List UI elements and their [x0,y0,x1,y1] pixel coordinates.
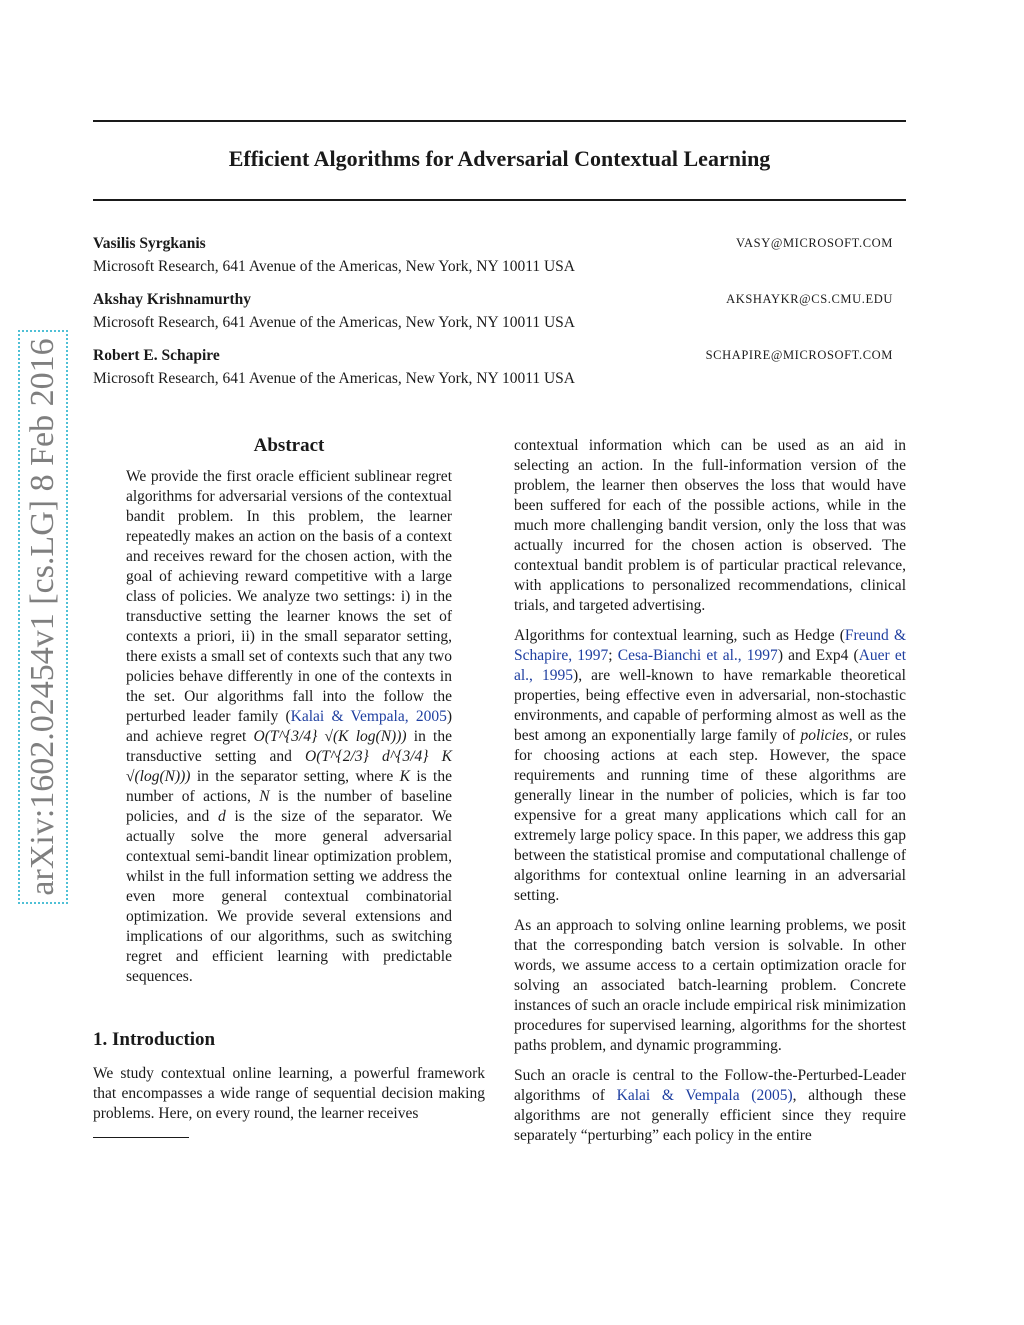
math-var-k: K [399,768,410,785]
author-affiliation: Microsoft Research, 641 Avenue of the Americas, New York, NY 10011 USA [93,258,575,275]
abstract-text [126,467,452,987]
citation-link[interactable]: Auer et al., 1995 [514,647,907,684]
author-affiliation: Microsoft Research, 641 Avenue of the Americas, New York, NY 10011 USA [93,370,575,387]
math-var-n: N [259,788,270,805]
title-bottom-rule [93,199,906,201]
paragraph-text: Such an oracle is central to the Follow-the-Perturbed-Leader algorithms of [514,1067,906,1104]
math-var-d: d [217,808,226,825]
arxiv-id: arXiv:1602.02454v1 [cs.LG] 8 Feb 2016 [24,338,61,896]
paragraph: As an approach to solving online learning problems, we posit that the corresponding batch version is solvable. In other words, we assume access to a certain optimization oracle for solving an associated batch-learning problem. Concrete instances of such an oracle include empirical risk minimization procedures for supervised learning, algorithms for the shortest paths problem, and dynamic programming. [514,917,906,1054]
author-email[interactable]: VASY@MICROSOFT.COM [736,236,893,250]
author-affiliation: Microsoft Research, 641 Avenue of the Americas, New York, NY 10011 USA [93,314,575,331]
abstract-text-part: in the transductive setting and [126,728,452,765]
author-email[interactable]: SCHAPIRE@MICROSOFT.COM [705,348,893,362]
emphasis: policies [800,727,849,744]
arxiv-stamp[interactable] [18,330,68,904]
paper-title: Efficient Algorithms for Adversarial Contextual Learning [228,146,771,171]
author-name: Vasilis Syrgkanis [93,235,206,252]
paragraph-text: Algorithms for contextual learning, such as Hedge ( [514,627,845,644]
abstract-heading: Abstract [253,435,325,456]
paragraph-text: , or rules for choosing actions at each step. However, the space requirements and running time of these algorithms are generally linear in the number of policies, which is far too expensive for a great many applications which call for an extremely large policy space. In this paper, we address this gap between the statistical promise and computational challenge of algorithms for contextual online learning in an adversarial setting. [514,727,906,904]
paragraph-text: , although these algorithms are not generally efficient since they require separately “perturbing” each policy in the entire [514,1087,906,1144]
paragraph-text: ) and Exp4 ( [777,647,859,664]
paragraph-text: ; [608,647,618,664]
citation-link[interactable]: Freund & Schapire, 1997 [514,627,907,664]
top-rule [93,120,906,122]
footnote-rule [93,1137,189,1138]
citation-link[interactable]: Cesa-Bianchi et al., 1997 [617,647,778,664]
author-email[interactable]: AKSHAYKR@CS.CMU.EDU [726,292,893,306]
abstract-text-part: in the separator setting, where [190,768,400,785]
author-name: Robert E. Schapire [93,347,220,364]
abstract-text-part: We provide the first oracle efficient sublinear regret algorithms for adversarial versions of the contextual bandit problem. In this problem, the learner repeatedly makes an action on the basis of a context and receives reward for the chosen action, with the goal of achieving reward competitive with a large class of policies. We analyze two settings: i) in the transductive setting the learner knows the set of contexts a priori, ii) in the small separator setting, there exists a small set of contexts such that any two policies behave differently in one of the contexts in the set. Our algorithms fall into the follow the perturbed leader family ( [126,468,452,725]
abstract-text-part: ) and achieve regret [126,708,452,745]
intro-paragraph: We study contextual online learning, a powerful framework that encompasses a wide range of sequential decision making problems. Here, on every round, the learner receives [93,1065,485,1122]
right-column [514,436,906,1156]
regret-bound-separator: O(T^{2/3} d^{3/4} K √(log(N))) [126,748,452,785]
regret-bound-transductive: O(T^{3/4} √(K log(N))) [253,728,407,745]
abstract-text-part: is the number of baseline policies, and [126,788,452,825]
paragraph-text: ), are well-known to have remarkable theoretical properties, being effective even in adversarial, non-stochastic environments, and capable of performing almost as well as the best among an exponentially large family of [514,667,906,744]
section-heading-introduction: 1. Introduction [93,1029,216,1050]
abstract-text-part: is the number of actions, [126,768,452,805]
author-name: Akshay Krishnamurthy [93,291,252,308]
paragraph [514,626,906,906]
paragraph: contextual information which can be used as an aid in selecting an action. In the full-information version of the problem, the learner then observes the loss that would have been suffered for each of the possible actions, while in the much more challenging bandit version, only the loss that was actually incurred for the chosen action is observed. The contextual bandit problem is of particular practical relevance, with applications to personalized recommendations, clinical trials, and targeted advertising. [514,437,906,614]
citation-link[interactable]: Kalai & Vempala (2005) [616,1087,793,1104]
paragraph [514,1066,906,1146]
abstract-text-part: is the size of the separator. We actually solve the more general adversarial contextual semi-bandit linear optimization problem, whilst in the full information setting we address the even more general contextual combinatorial optimization. We provide several extensions and implications of our algorithms, such as switching regret and efficient learning with predictable sequences. [126,808,452,985]
citation-link[interactable]: Kalai & Vempala, 2005 [290,708,447,725]
